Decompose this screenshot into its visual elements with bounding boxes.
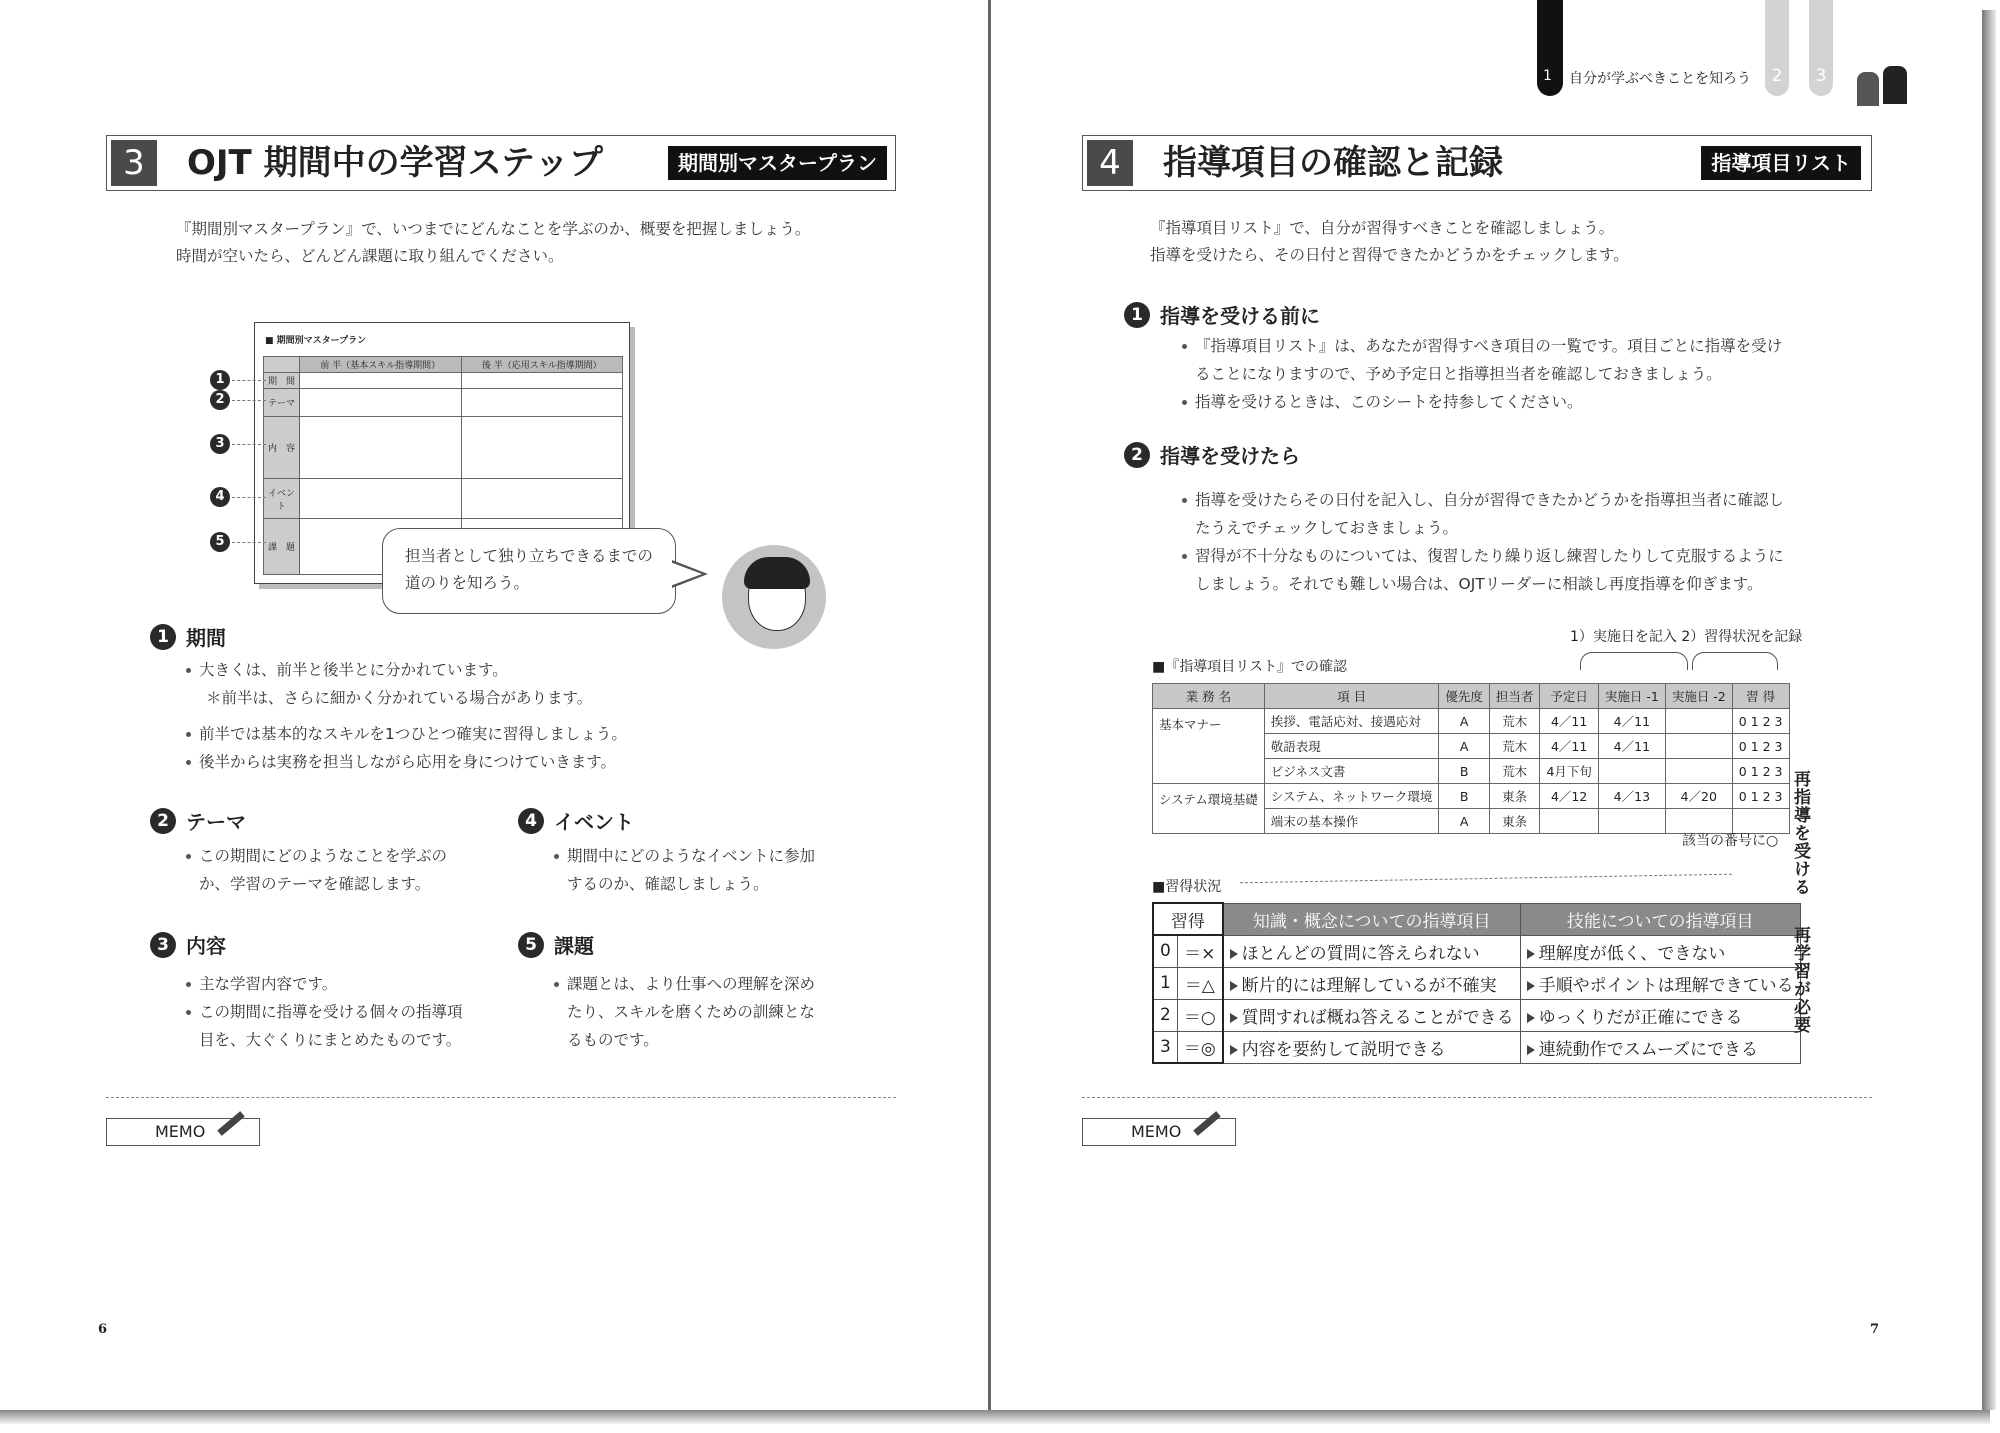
item-title: 指導を受けたら bbox=[1160, 444, 1300, 468]
table-row: 2 ＝○ 質問すれば概ね答えることができる ゆっくりだが正確にできる bbox=[1153, 999, 1800, 1031]
arrow-icon bbox=[1230, 981, 1238, 991]
item-title: テーマ bbox=[186, 810, 246, 834]
item-heading-after bbox=[1124, 440, 1300, 469]
page-shadow-bottom bbox=[0, 1410, 1990, 1424]
item-heading-event bbox=[518, 806, 634, 835]
col-header: 実施日 -2 bbox=[1665, 684, 1732, 709]
memo-box: MEMO bbox=[106, 1118, 260, 1146]
mini-row-label: イベント bbox=[264, 479, 300, 519]
people-illustration-icon bbox=[1855, 60, 1911, 110]
col-header: 習得 bbox=[1153, 903, 1223, 935]
section-title: 指導項目の確認と記録 bbox=[1163, 143, 1503, 183]
item-number: 1 bbox=[150, 624, 176, 650]
item-title: 期間 bbox=[186, 626, 226, 650]
mastery-status-table bbox=[1152, 902, 1801, 1064]
item-number: 4 bbox=[518, 808, 544, 834]
col-header: 項 目 bbox=[1264, 684, 1439, 709]
content-description: 主な学習内容です。 この期間に指導を受ける個々の指導項 目を、大ぐくりにまとめたものです。 bbox=[186, 970, 463, 1054]
col-header: 業 務 名 bbox=[1153, 684, 1265, 709]
section-header bbox=[106, 135, 896, 191]
table-row: 1 ＝△ 断片的には理解しているが不確実 手順やポイントは理解できている bbox=[1153, 967, 1800, 999]
callout-number: 4 bbox=[210, 487, 230, 507]
item-number: 3 bbox=[150, 932, 176, 958]
table-row: 3 ＝◎ 内容を要約して説明できる 連続動作でスムーズにできる bbox=[1153, 1031, 1800, 1063]
step2-brace bbox=[1692, 652, 1778, 670]
steps-label: 1）実施日を記入 2）習得状況を記録 bbox=[1570, 629, 1803, 645]
memo-separator bbox=[1082, 1097, 1872, 1098]
callout-leader bbox=[232, 497, 266, 498]
chapter-tab-3[interactable]: 3 bbox=[1809, 0, 1833, 96]
page-right bbox=[992, 0, 1982, 1410]
bullet-icon bbox=[186, 668, 191, 673]
step1-brace bbox=[1580, 652, 1688, 670]
bullet-icon bbox=[186, 982, 191, 987]
tab-number: 1 bbox=[1543, 68, 1552, 84]
mini-sheet-title: ■ 期間別マスタープラン bbox=[265, 336, 367, 346]
item-number: 5 bbox=[518, 932, 544, 958]
mini-col-second: 後 半（応用スキル指導期間） bbox=[461, 357, 623, 373]
mini-row-label: 内 容 bbox=[264, 417, 300, 479]
mini-row-label: 期 間 bbox=[264, 373, 300, 389]
section-header bbox=[1082, 135, 1872, 191]
annotation-circle-number: 該当の番号に○ bbox=[1682, 833, 1779, 849]
item-heading-before bbox=[1124, 300, 1320, 329]
status-leader bbox=[1240, 874, 1732, 884]
arrow-icon bbox=[1527, 981, 1535, 991]
callout-leader bbox=[232, 400, 266, 401]
mascot-hair-icon bbox=[744, 557, 810, 589]
item-heading-period bbox=[150, 622, 226, 651]
intro-line-1: 『期間別マスタープラン』で、いつまでにどんなことを学ぶのか、概要を把握しましょう。 bbox=[176, 220, 811, 238]
item-title: 内容 bbox=[186, 934, 226, 958]
memo-separator bbox=[106, 1097, 896, 1098]
section-number: 3 bbox=[111, 140, 157, 186]
item-number: 1 bbox=[1124, 302, 1150, 328]
callout-leader bbox=[232, 542, 266, 543]
table-row: 0 ＝× ほとんどの質問に答えられない 理解度が低く、できない bbox=[1153, 935, 1800, 967]
bullet-icon bbox=[186, 732, 191, 737]
intro-line-1: 『指導項目リスト』で、自分が習得すべきことを確認しましょう。 bbox=[1150, 219, 1615, 237]
book-spine bbox=[988, 0, 991, 1410]
item-heading-task bbox=[518, 930, 594, 959]
col-header: 優先度 bbox=[1439, 684, 1490, 709]
speech-bubble bbox=[382, 528, 676, 614]
item-title: 課題 bbox=[554, 934, 594, 958]
item-heading-content bbox=[150, 930, 226, 959]
bubble-line-1: 担当者として独り立ちできるまでの bbox=[405, 547, 653, 565]
table-row: 基本マナー 挨拶、電話応対、接遇応対 A 荒木 4／11 4／11 0 1 2 3 bbox=[1153, 709, 1790, 734]
theme-description: この期間にどのようなことを学ぶの か、学習のテーマを確認します。 bbox=[186, 842, 447, 898]
callout-number: 1 bbox=[210, 370, 230, 390]
event-description: 期間中にどのようなイベントに参加 するのか、確認しましょう。 bbox=[554, 842, 815, 898]
callout-number: 2 bbox=[210, 390, 230, 410]
section-tag: 期間別マスタープラン bbox=[668, 146, 887, 180]
page-left bbox=[0, 0, 990, 1410]
arrow-icon bbox=[1230, 949, 1238, 959]
arrow-icon bbox=[1527, 1013, 1535, 1023]
period-description: 大きくは、前半と後半とに分かれています。 ＊前半は、さらに細かく分かれている場合があります。 前半では基本的なスキルを1つひとつ確実に習得しましょう。 後半からは実務を担当しながら応用を身につけていきます。 bbox=[186, 656, 627, 776]
item-number: 2 bbox=[1124, 442, 1150, 468]
mini-row-label: テーマ bbox=[264, 389, 300, 417]
item-heading-theme bbox=[150, 806, 246, 835]
callout-number: 5 bbox=[210, 532, 230, 552]
bullet-icon bbox=[1182, 344, 1187, 349]
page-number: 7 bbox=[1870, 1322, 1880, 1337]
callout-number: 3 bbox=[210, 434, 230, 454]
annotation-relearn: 再学習が必要 bbox=[1790, 926, 1810, 1034]
section-title: OJT 期間中の学習ステップ bbox=[187, 143, 603, 183]
bullet-icon bbox=[186, 760, 191, 765]
page-shadow-right bbox=[1982, 10, 1996, 1410]
arrow-icon bbox=[1527, 949, 1535, 959]
memo-box: MEMO bbox=[1082, 1118, 1236, 1146]
bullet-icon bbox=[1182, 498, 1187, 503]
arrow-icon bbox=[1527, 1045, 1535, 1055]
section-tag: 指導項目リスト bbox=[1701, 146, 1861, 180]
bubble-line-2: 道のりを知ろう。 bbox=[405, 574, 530, 592]
chapter-tab-2[interactable]: 2 bbox=[1765, 0, 1789, 96]
callout-leader bbox=[232, 444, 266, 445]
tab-label: 自分が学ぶべきことを知ろう bbox=[1569, 71, 1751, 87]
arrow-icon bbox=[1230, 1045, 1238, 1055]
after-description: 指導を受けたらその日付を記入し、自分が習得できたかどうかを指導担当者に確認し たうえでチェックしておきましょう。 習得が不十分なものについては、復習したり繰り返し練習したりして克服するように しましょう。それでも難しい場合は、OJTリーダーに相談し再度指導を仰ぎます。 bbox=[1182, 486, 1784, 598]
col-header: 予定日 bbox=[1540, 684, 1598, 709]
bullet-icon bbox=[554, 854, 559, 859]
list-caption: ■『指導項目リスト』での確認 bbox=[1152, 659, 1347, 675]
mini-col-first: 前 半（基本スキル指導期間） bbox=[300, 357, 462, 373]
mini-row-label: 課 題 bbox=[264, 519, 300, 575]
bullet-icon bbox=[1182, 554, 1187, 559]
intro-line-2: 時間が空いたら、どんどん課題に取り組んでください。 bbox=[176, 247, 564, 265]
bullet-icon bbox=[186, 854, 191, 859]
callout-leader bbox=[232, 380, 266, 381]
table-row: 敬語表現 A 荒木 4／11 4／11 0 1 2 3 bbox=[1153, 734, 1790, 759]
arrow-icon bbox=[1230, 1013, 1238, 1023]
annotation-redo: 再指導を受ける bbox=[1790, 770, 1810, 896]
col-header: 実施日 -1 bbox=[1598, 684, 1665, 709]
col-header: 技能についての指導項目 bbox=[1520, 903, 1800, 935]
col-header: 習 得 bbox=[1732, 684, 1789, 709]
guidance-item-list-table bbox=[1152, 683, 1790, 834]
item-number: 2 bbox=[150, 808, 176, 834]
col-header: 担当者 bbox=[1489, 684, 1540, 709]
table-row: 端末の基本操作 A 東条 bbox=[1153, 809, 1790, 834]
table-row: システム環境基礎 システム、ネットワーク環境 B 東条 4／12 4／13 4／20 0 1 2 3 bbox=[1153, 784, 1790, 809]
page-number: 6 bbox=[98, 1322, 108, 1337]
before-description: 『指導項目リスト』は、あなたが習得すべき項目の一覧です。項目ごとに指導を受け ることになりますので、予め予定日と指導担当者を確認しておきましょう。 指導を受けるときは、このシートを持参してください。 bbox=[1182, 332, 1782, 416]
item-title: 指導を受ける前に bbox=[1160, 304, 1320, 328]
section-number: 4 bbox=[1087, 140, 1133, 186]
bullet-icon bbox=[1182, 400, 1187, 405]
status-caption: ■習得状況 bbox=[1152, 879, 1222, 895]
bullet-icon bbox=[186, 1010, 191, 1015]
col-header: 知識・概念についての指導項目 bbox=[1223, 903, 1521, 935]
table-row: ビジネス文書 B 荒木 4月下旬 0 1 2 3 bbox=[1153, 759, 1790, 784]
task-description: 課題とは、より仕事への理解を深め たり、スキルを磨くための訓練とな るものです。 bbox=[554, 970, 815, 1054]
bullet-icon bbox=[554, 982, 559, 987]
intro-line-2: 指導を受けたら、その日付と習得できたかどうかをチェックします。 bbox=[1150, 246, 1629, 264]
item-title: イベント bbox=[554, 810, 634, 834]
